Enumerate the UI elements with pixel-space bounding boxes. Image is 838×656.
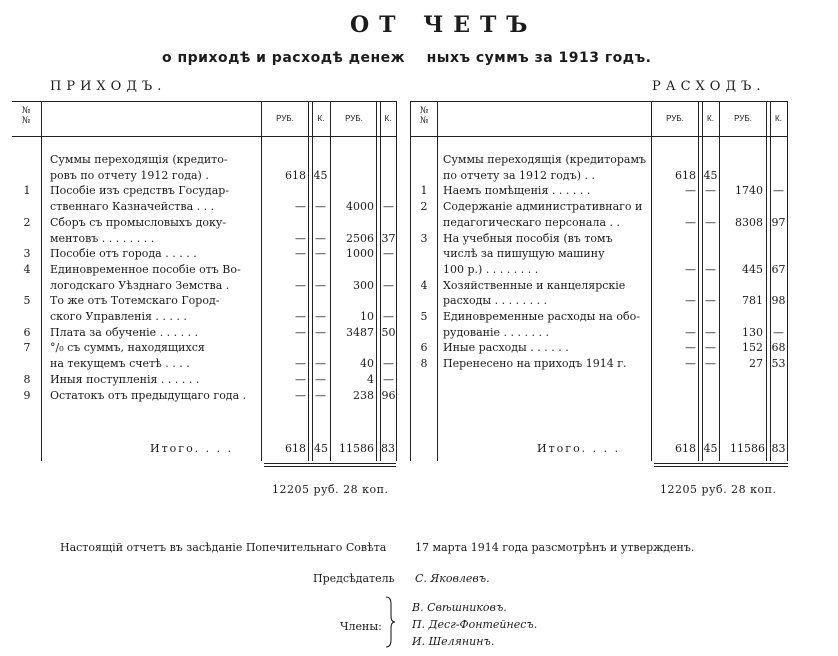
income-line-rub2: 4000 (346, 200, 374, 213)
income-line-text: Сборъ съ промысловыхъ доку- (50, 216, 227, 229)
expense-line-rub2: 130 (742, 326, 763, 339)
expense-total-r2: 11586 (730, 442, 765, 455)
income-line-rub2: 1000 (346, 247, 374, 260)
income-total-r1: 618 (285, 442, 306, 455)
expense-line-kop: — (705, 294, 716, 307)
income-line-rub: — (295, 200, 306, 213)
expense-line-kop: — (705, 184, 716, 197)
expense-line-kop2: 53 (771, 357, 786, 370)
expense-rub2-header: РУБ. (734, 114, 752, 123)
expense-line-kop: — (705, 357, 716, 370)
expense-line-rub2: 27 (749, 357, 763, 370)
income-line-rub: — (295, 232, 306, 245)
expense-line-number: 8 (420, 357, 428, 370)
income-line-kop: — (315, 326, 326, 339)
expense-col-line (719, 101, 720, 461)
income-line-rub: — (295, 279, 306, 292)
expense-line-rub2: 152 (742, 341, 763, 354)
approval-right: 17 марта 1914 года разсмотрѣнъ и утвержденъ. (415, 541, 695, 554)
income-line-text: ментовъ . . . . . . . . (50, 232, 155, 245)
expense-line-rub2: 1740 (735, 184, 763, 197)
income-line-text: ского Управленія . . . . . (50, 310, 187, 323)
expense-total-rule (654, 466, 788, 467)
income-line-kop: — (315, 389, 326, 402)
expense-line-rub: — (685, 263, 696, 276)
expense-kop-header: К. (707, 114, 714, 123)
income-line-kop2: — (383, 279, 394, 292)
expense-total-label: Итого. . . . (537, 442, 621, 455)
expense-col-line (766, 101, 767, 461)
expense-line-number: 3 (420, 232, 428, 245)
expense-line-kop2: 97 (771, 216, 786, 229)
expense-col-line (702, 101, 703, 461)
expense-line-rub: — (685, 294, 696, 307)
income-heading: ПРИХОДЪ. (50, 79, 167, 94)
income-line-text: ственнаго Казначейства . . . (50, 200, 215, 213)
income-line-rub2: 40 (360, 357, 374, 370)
expense-line-number: 5 (420, 310, 428, 323)
income-line-rub: — (295, 389, 306, 402)
income-line-rub2: 2506 (346, 232, 374, 245)
income-line-text: Пособіе изъ средствъ Государ- (50, 184, 230, 197)
income-line-kop2: — (383, 373, 394, 386)
income-line-kop2: 37 (381, 232, 396, 245)
expense-line-number: 6 (420, 341, 428, 354)
income-line-kop: — (315, 310, 326, 323)
income-line-number: 5 (23, 294, 31, 307)
expense-line-text: Суммы переходящія (кредиторамъ (443, 153, 647, 166)
income-total-label: Итого. . . . (150, 442, 234, 455)
expense-total-r1: 618 (675, 442, 696, 455)
expense-line-number: 4 (420, 279, 428, 292)
expense-col-line (770, 101, 771, 461)
expense-col-line (437, 101, 438, 461)
expense-line-text: расходы . . . . . . . . (443, 294, 548, 307)
income-line-text: Иныя поступленія . . . . . . (50, 373, 200, 386)
expense-line-text: рудованіе . . . . . . . (443, 326, 549, 339)
expense-line-text: Содержаніе административнаго и (443, 200, 643, 213)
expense-grand-total: 12205 руб. 28 коп. (660, 483, 777, 496)
income-line-text: Плата за обученіе . . . . . . (50, 326, 199, 339)
member-name: П. Десг-Фонтейнесъ. (412, 618, 538, 631)
income-line-rub2: 300 (353, 279, 374, 292)
income-line-kop: — (315, 279, 326, 292)
income-line-text: логодскаго Уѣзднаго Земства . (50, 279, 230, 292)
expense-line-text: числѣ за пишущую машину (443, 247, 605, 260)
income-line-kop2: 96 (381, 389, 396, 402)
income-line-kop2: — (383, 357, 394, 370)
income-line-rub: — (295, 357, 306, 370)
expense-line-text: Единовременные расходы на обо- (443, 310, 640, 323)
income-line-number: 6 (23, 326, 31, 339)
income-line-rub: — (295, 326, 306, 339)
expense-line-rub: — (685, 341, 696, 354)
income-line-text: на текущемъ счетѣ . . . . (50, 357, 190, 370)
income-total-k2: 83 (381, 442, 395, 455)
expense-col-line (410, 101, 411, 461)
expense-line-rub2: 8308 (735, 216, 763, 229)
expense-line-rub: — (685, 326, 696, 339)
expense-line-kop2: 67 (771, 263, 786, 276)
income-line-rub2: 4 (367, 373, 374, 386)
income-line-rub: 618 (285, 169, 306, 182)
income-total-k1: 45 (314, 442, 328, 455)
chair-name: С. Яковлевъ. (415, 572, 490, 585)
brace-icon (384, 596, 396, 648)
income-line-kop: — (315, 357, 326, 370)
expense-kop2-header: К. (775, 114, 782, 123)
income-number-header: №№ (21, 106, 31, 126)
members-label: Члены: (340, 620, 382, 633)
expense-number-header: №№ (419, 106, 429, 126)
income-line-rub: — (295, 373, 306, 386)
income-total-r2: 11586 (339, 442, 374, 455)
approval-left: Настоящій отчетъ въ засѣданіе Попечительнаго Совѣта (60, 541, 387, 554)
expense-total-k1: 45 (703, 442, 718, 455)
expense-col-line (698, 101, 699, 461)
income-line-kop2: — (383, 247, 394, 260)
income-rub2-header: РУБ. (345, 114, 363, 123)
income-line-rub: — (295, 310, 306, 323)
expense-top-rule (410, 101, 788, 102)
chair-label: Предсѣдатель (313, 572, 395, 585)
income-line-number: 2 (23, 216, 31, 229)
income-line-kop2: — (383, 200, 394, 213)
income-line-kop: — (315, 247, 326, 260)
expense-col-line (651, 101, 652, 461)
income-kop-header: К. (317, 114, 325, 123)
expense-line-text: Хозяйственные и канцелярскіе (443, 279, 626, 292)
income-line-number: 9 (23, 389, 31, 402)
income-line-number: 8 (23, 373, 31, 386)
expense-line-kop: — (705, 341, 716, 354)
expense-line-kop2: 68 (771, 341, 786, 354)
income-line-text: Пособіе отъ города . . . . . (50, 247, 197, 260)
expense-line-text: На учебныя пособія (въ томъ (443, 232, 613, 245)
expense-line-number: 2 (420, 200, 428, 213)
income-line-rub2: 238 (353, 389, 374, 402)
income-line-kop2: 50 (381, 326, 396, 339)
expense-line-text: педагогическаго персонала . . (443, 216, 620, 229)
income-line-kop: — (315, 373, 326, 386)
expense-line-rub: 618 (675, 169, 696, 182)
expense-line-kop: — (705, 216, 716, 229)
expense-line-rub: — (685, 184, 696, 197)
expense-total-rule (654, 463, 788, 464)
income-rub-header: РУБ. (276, 114, 294, 123)
income-line-text: °/₀ съ суммъ, находящихся (50, 341, 205, 354)
expense-line-kop: — (705, 326, 716, 339)
expense-line-kop: — (705, 263, 716, 276)
expense-col-line (787, 101, 788, 461)
expense-rub-header: РУБ. (666, 114, 684, 123)
expense-line-kop2: 98 (771, 294, 786, 307)
expense-line-text: Перенесено на приходъ 1914 г. (443, 357, 627, 370)
income-line-rub: — (295, 247, 306, 260)
income-line-text: ровъ по отчету 1912 года) . (50, 169, 209, 182)
expense-line-rub2: 781 (742, 294, 763, 307)
income-line-text: То же отъ Тотемскаго Город- (50, 294, 220, 307)
expense-line-kop2: — (773, 326, 784, 339)
expense-line-kop: 45 (703, 169, 718, 182)
expense-line-text: Иные расходы . . . . . . (443, 341, 569, 354)
expense-line-number: 1 (420, 184, 428, 197)
income-line-number: 4 (23, 263, 31, 276)
income-line-kop2: — (383, 310, 394, 323)
income-line-kop: — (315, 200, 326, 213)
expense-heading: РАСХОДЪ. (652, 79, 766, 94)
income-kop2-header: К. (384, 114, 392, 123)
member-name: И. Шелянинъ. (412, 635, 495, 648)
income-line-text: Остатокъ отъ предыдущаго года . (50, 389, 247, 402)
income-line-rub2: 10 (360, 310, 374, 323)
income-line-number: 7 (23, 341, 31, 354)
expense-line-rub: — (685, 357, 696, 370)
income-line-rub2: 3487 (346, 326, 374, 339)
expense-line-text: по отчету за 1912 годъ) . . (443, 169, 595, 182)
income-grand-total: 12205 руб. 28 коп. (272, 483, 389, 496)
expense-line-rub2: 445 (742, 263, 763, 276)
expense-line-kop2: — (773, 184, 784, 197)
expense-header-rule (410, 136, 788, 137)
expense-line-text: Наемъ помѣщенія . . . . . . (443, 184, 591, 197)
income-line-kop: 45 (313, 169, 328, 182)
income-line-text: Суммы переходящія (кредито- (50, 153, 228, 166)
report-title: ОТ ЧЕТЪ (350, 12, 538, 38)
expense-line-text: 100 р.) . . . . . . . . (443, 263, 539, 276)
income-line-number: 1 (23, 184, 31, 197)
income-line-text: Единовременное пособіе отъ Во- (50, 263, 241, 276)
expense-line-rub: — (685, 216, 696, 229)
income-line-kop: — (315, 232, 326, 245)
expense-total-k2: 83 (771, 442, 786, 455)
income-line-number: 3 (23, 247, 31, 260)
member-name: В. Свѣшниковъ. (412, 601, 507, 614)
report-subtitle: о приходѣ и расходѣ денеж ныхъ суммъ за 1913 годъ. (162, 50, 652, 66)
members-brace (384, 596, 396, 648)
